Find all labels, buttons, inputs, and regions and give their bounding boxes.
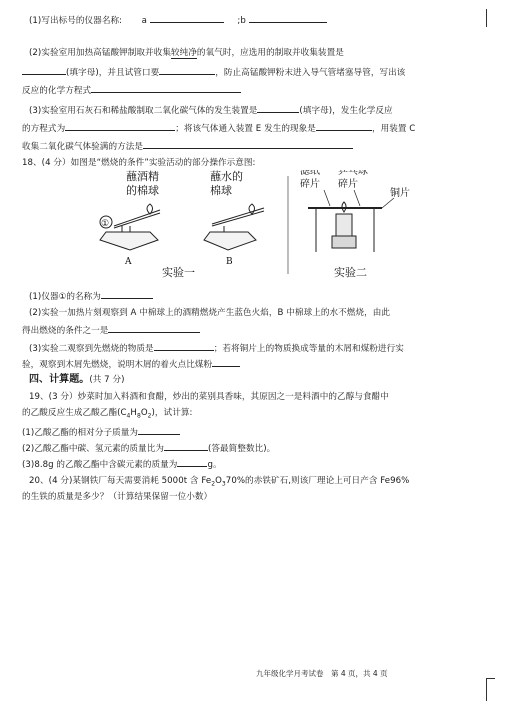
corner-crop-mark-top: [486, 9, 495, 27]
answer-blank: [164, 442, 208, 451]
q17-p1-label-b: ;b: [237, 16, 246, 26]
q20-stem-text: O: [215, 476, 222, 486]
q20-stem-text: 20、(4 分)某钢铁厂每天需要消耗 5000t 含 Fe: [29, 476, 212, 486]
burner-base-2: [332, 236, 356, 248]
q17-p3-text: (填字母)，发生化学反应: [299, 106, 393, 116]
corner-crop-mark-bottom: [486, 678, 495, 701]
alcohol-lamp-b: [204, 232, 256, 250]
q17-p3-text: 收集二氧化碳气体验满的方法是: [22, 142, 144, 152]
answer-blank: [159, 66, 215, 75]
label-water-cotton-line1: 蘸水的: [210, 170, 243, 183]
q17-part1: [29, 14, 327, 27]
pointer-copper: [382, 198, 394, 208]
cotton-ball-a: [147, 204, 153, 214]
q17-p1-label-a: a: [141, 16, 147, 26]
label-1: ①: [101, 219, 110, 229]
q19-part2: [22, 442, 275, 455]
q18-p3-text: (3)实验二观察到先燃烧的物质是: [29, 344, 154, 354]
q18-part2-line2: [22, 324, 200, 337]
answer-blank: [154, 342, 214, 351]
answer-blank: [249, 14, 327, 23]
combustion-experiment-figure: [92, 170, 422, 280]
q17-p3-text: (3)实验室用石灰石和稀盐酸制取二氧化碳气体的发生装置是: [29, 106, 258, 116]
answer-blank: [65, 122, 175, 131]
answer-blank: [212, 358, 240, 367]
burner-2: [336, 214, 352, 236]
caption-experiment-2: 实验二: [334, 266, 367, 279]
q20-stem-line1: [29, 476, 409, 490]
label-alcohol-cotton-line1: 蘸酒精: [126, 170, 159, 183]
q17-part3-line2: [22, 122, 415, 135]
q19-p3-text: g。: [207, 460, 222, 470]
answer-blank: [316, 122, 372, 131]
q19-stem-text: H: [130, 408, 137, 418]
tweezers-a: [114, 210, 160, 226]
answer-blank: [177, 458, 207, 467]
answer-blank: [101, 290, 153, 299]
q18-p3-text: ；若将铜片上的物质换成等量的木屑和煤粉进行实: [213, 344, 404, 354]
q19-stem-text: 的乙酸反应生成乙酸乙酯(C: [22, 408, 127, 418]
q17-p2-text: 的氧气时，应选用的制取并收集装置是: [196, 48, 344, 58]
q17-part3-line3: [22, 140, 353, 153]
q18-part1: [29, 290, 153, 303]
q19-stem-line2: [22, 408, 192, 422]
label-alcohol-cotton-line2: 的棉球: [126, 184, 159, 197]
q17-p3-text: ，用装置 C: [371, 124, 416, 134]
q19-p2-text: (答最简整数比)。: [207, 444, 276, 454]
q17-p2-text: (2)实验室用加热高锰酸钾制取并收集: [29, 48, 171, 58]
label-filter-paper-line1: 滤纸: [300, 170, 320, 177]
answer-blank: [138, 426, 180, 435]
lamp-wick-a: [122, 226, 130, 232]
q17-p1-text: (1)写出标号的仪器名称:: [29, 16, 123, 26]
q17-part2-line3: [22, 84, 241, 97]
tweezers-b: [212, 208, 264, 224]
label-pingpong-line2: 碎片: [338, 179, 358, 190]
q19-p2-text: (2)乙酸乙酯中碳、氢元素的质量比为: [22, 444, 164, 454]
formula-subscript: 2: [147, 412, 152, 420]
formula-subscript: 3: [221, 480, 226, 488]
answer-blank: [150, 14, 224, 23]
answer-blank: [143, 140, 353, 149]
answer-blank: [257, 104, 299, 113]
q18-p3-text: 验，观察到木屑先燃烧，说明木屑的着火点比煤粉: [22, 360, 213, 370]
q19-part1: [22, 426, 180, 439]
q17-p2-text: 反应的化学方程式: [22, 86, 92, 96]
label-pingpong-line1: 乒乓球: [338, 170, 368, 177]
q17-part2-line2: [22, 66, 405, 79]
q20-stem-line2: 的生铁的质量是多少？（计算结果保留一位小数）: [22, 492, 213, 502]
q17-p3-text: 的方程式为: [22, 124, 66, 134]
label-copper: 铜片: [390, 188, 410, 199]
page-footer: 九年级化学月考试卷 第 4 页，共 4 页: [256, 669, 388, 678]
answer-blank: [108, 324, 200, 333]
q20-stem-text: 70%的赤铁矿石,则该厂理论上可日产含 Fe96%: [225, 476, 410, 486]
q18-part3-line2: [22, 358, 240, 371]
section-4-title: 四、计算题。: [29, 374, 90, 385]
q18-p2-text: (2)实验一加热片刻观察到 A 中棉球上的酒精燃烧产生蓝色火焰，B 中棉球上的水不燃烧，由此: [29, 308, 391, 318]
q17-p2-text: (填字母)，并且试管口要: [66, 68, 160, 78]
q17-part2-line1: [29, 48, 344, 59]
formula-subscript: 2: [211, 480, 216, 488]
formula-subscript: 8: [136, 412, 141, 420]
q19-stem-line1: 19、(3 分）炒菜时加入料酒和食醋，炒出的菜别具香味，其原因之一是料酒中的乙醇与食醋中: [29, 392, 389, 402]
q18-p1-text: (1)仪器①的名称为: [29, 292, 101, 302]
q19-stem-text: O: [140, 408, 148, 418]
label-filter-paper-line2: 碎片: [300, 179, 320, 190]
label-b: B: [226, 257, 233, 267]
setup-2: [308, 190, 394, 252]
q17-p2-underlined: 较纯净: [170, 48, 197, 58]
pointer-pingpong: [354, 190, 360, 206]
q17-part3-line1: [29, 104, 393, 117]
q19-part3: [22, 458, 222, 471]
section-4-heading: [29, 374, 125, 386]
caption-experiment-1: 实验一: [162, 266, 195, 279]
q18-title: 18、(4 分）如图是“燃烧的条件”实验活动的部分操作示意图:: [22, 158, 256, 168]
q19-p3-text: (3)8.8g 的乙酸乙酯中含碳元素的质量为: [22, 460, 178, 470]
q18-part2-line1: [29, 308, 390, 319]
tweezers-b: [212, 211, 264, 226]
q19-p1-text: (1)乙酸乙酯的相对分子质量为: [22, 428, 139, 438]
answer-blank: [22, 66, 66, 75]
label-water-cotton-line2: 棉球: [210, 184, 232, 197]
tweezers-a: [114, 213, 160, 228]
q17-p3-text: ；将该气体通入装置 E 发生的现象是: [175, 124, 316, 134]
section-4-note: (共 7 分): [89, 375, 125, 385]
q18-part3-line1: [29, 342, 404, 355]
q17-p2-text: ，防止高锰酸钾粉末进入导气管堵塞导管，写出该: [215, 68, 406, 78]
label-a: A: [125, 257, 132, 267]
setup-b: [204, 204, 264, 250]
pointer-filter: [324, 190, 330, 206]
alcohol-lamp-a: [100, 232, 158, 250]
q19-stem-text: )，试计算:: [151, 408, 193, 418]
experiment-illustration: [92, 170, 422, 280]
q18-p2-text: 得出燃烧的条件之一是: [22, 326, 109, 336]
answer-blank: [91, 84, 241, 93]
formula-subscript: 4: [126, 412, 131, 420]
